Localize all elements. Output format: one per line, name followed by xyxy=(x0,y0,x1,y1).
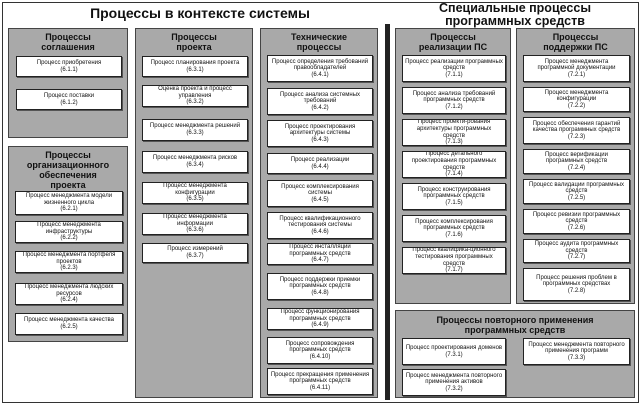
process-box xyxy=(402,87,506,114)
process-code: (6.1.1) xyxy=(60,66,78,73)
process-code: (6.4.5) xyxy=(311,196,329,203)
group-technical-title-line2: процессы xyxy=(296,42,342,52)
process-code: (7.2.3) xyxy=(567,133,586,140)
process-code: (6.4.4) xyxy=(311,163,329,170)
process-code: (7.1.3) xyxy=(445,139,463,146)
process-box xyxy=(16,56,122,77)
process-code: (7.3.2) xyxy=(445,385,463,392)
process-box xyxy=(267,308,373,330)
process-name: Процесс менеджмента рисков xyxy=(152,155,238,162)
process-code: (6.3.1) xyxy=(186,66,204,73)
group-reuse-title-line2: программных средств xyxy=(464,325,566,335)
process-name: Процесс обеспечения гарантий качества программных средств xyxy=(532,120,621,134)
group-reuse-title-line1: Процессы повторного применения xyxy=(436,315,594,325)
process-name: Процесс поставки xyxy=(43,92,95,99)
process-code: (7.2.4) xyxy=(567,164,586,171)
process-name: Процесс менеджмента инфраструктуры xyxy=(37,222,101,235)
process-name: Процесс менеджмента портфеля проектов xyxy=(22,252,116,265)
process-box xyxy=(142,182,248,204)
process-box xyxy=(523,179,630,204)
process-name: Процесс поддержки приемки программных средств xyxy=(279,276,361,290)
process-box xyxy=(402,247,506,274)
process-name: Процесс детального проектирования программных средств xyxy=(411,151,497,171)
process-name: Процесс менеджмента модели жизненного цикла xyxy=(25,193,113,206)
process-box xyxy=(402,119,506,146)
process-name: Процесс менеджмента решений xyxy=(149,123,241,130)
group-org-title-line3: обеспечения xyxy=(39,170,97,180)
process-box xyxy=(142,213,248,235)
group-support-title xyxy=(517,32,634,52)
process-code: (6.4.8) xyxy=(311,289,329,296)
process-code: (6.4.1) xyxy=(311,71,329,78)
process-code: (7.2.8) xyxy=(567,287,586,294)
process-code: (6.2.5) xyxy=(60,324,78,330)
group-org-title xyxy=(9,150,127,190)
process-box xyxy=(267,212,373,239)
process-box xyxy=(267,337,373,364)
process-box xyxy=(267,153,373,174)
process-name: Процесс менеджмента конфигурации xyxy=(544,89,609,103)
process-code: (6.3.2) xyxy=(186,99,204,106)
process-name: Процесс верификации программных средств xyxy=(544,151,609,165)
process-box xyxy=(15,191,123,215)
process-code: (7.2.7) xyxy=(567,254,586,261)
process-code: (7.1.6) xyxy=(445,231,463,238)
process-box xyxy=(402,338,506,365)
group-impl xyxy=(395,28,511,304)
process-code: (6.3.4) xyxy=(186,162,204,168)
process-code: (6.4.10) xyxy=(309,353,331,360)
process-name: Процесс менеджмента качества xyxy=(24,317,114,324)
process-box xyxy=(267,55,373,82)
process-box xyxy=(523,338,630,365)
process-box xyxy=(402,183,506,210)
process-box xyxy=(267,368,373,395)
process-name: Процесс реализации xyxy=(290,156,350,163)
group-technical xyxy=(260,28,378,398)
process-box xyxy=(267,88,373,115)
group-reuse-title xyxy=(396,315,634,335)
process-name: Процесс аудита программных средств xyxy=(534,241,619,254)
process-name: Процесс проектирования доменов xyxy=(405,344,503,351)
process-name: Процесс проектирования архитектуры системы xyxy=(284,123,356,137)
process-name: Процесс анализа требований программных средств xyxy=(412,90,496,104)
process-box xyxy=(402,215,506,242)
group-impl-title-line1: Процессы xyxy=(430,32,476,42)
process-code: (7.3.3) xyxy=(567,354,586,361)
process-code: (6.2.1) xyxy=(60,206,78,213)
process-box xyxy=(523,209,630,234)
process-box xyxy=(267,180,373,207)
process-name: Процесс менеджмента информации xyxy=(163,214,227,227)
process-code: (6.4.7) xyxy=(311,257,329,264)
process-code: (7.1.7) xyxy=(445,267,463,274)
process-code: (7.1.2) xyxy=(445,103,463,110)
group-org-title-line1: Процессы xyxy=(45,150,91,160)
process-name: Процесс конструирования программных средств xyxy=(417,186,491,200)
right-title xyxy=(392,2,638,28)
process-box xyxy=(15,251,123,273)
process-box xyxy=(142,85,248,107)
process-code: (6.3.7) xyxy=(186,253,204,259)
group-support xyxy=(516,28,635,304)
process-box xyxy=(267,120,373,147)
group-agreement xyxy=(8,28,128,138)
group-support-title-line2: поддержки ПС xyxy=(543,42,608,52)
process-code: (6.4.3) xyxy=(311,136,329,143)
process-code: (7.1.4) xyxy=(445,171,463,178)
process-box xyxy=(402,151,506,178)
process-code: (7.1.5) xyxy=(445,199,463,206)
section-divider xyxy=(385,24,390,400)
process-code: (6.1.2) xyxy=(60,99,78,106)
group-project xyxy=(135,28,253,398)
group-org-title-line4: проекта xyxy=(50,180,86,190)
process-name: Процесс решения проблем в программных средствах xyxy=(536,274,617,288)
group-technical-title xyxy=(261,32,377,52)
process-name: Процесс ревизии программных средств xyxy=(532,211,621,225)
process-code: (6.3.6) xyxy=(186,227,204,234)
process-name: Процесс прекращения применения программных средств xyxy=(270,371,370,385)
group-agreement-title-line2: соглашения xyxy=(41,42,95,52)
process-code: (7.2.1) xyxy=(567,71,586,78)
process-name: Процесс квалификационного тестирования системы xyxy=(279,215,361,229)
process-name: Процесс менеджмента конфигурации xyxy=(163,183,227,196)
process-box xyxy=(523,87,630,112)
process-box xyxy=(15,313,123,335)
process-name: Процесс менеджмента программной документации xyxy=(537,58,616,72)
process-code: (7.2.2) xyxy=(567,102,586,109)
group-agreement-title-line1: Процессы xyxy=(45,32,91,42)
process-box xyxy=(142,151,248,173)
right-title-line2: программных средств xyxy=(445,14,585,28)
process-name: Процесс квалифика-ционного тестирования программных средств xyxy=(412,247,496,267)
process-box xyxy=(142,243,248,263)
group-impl-title-line2: реализации ПС xyxy=(418,42,488,52)
group-project-title-line2: проекта xyxy=(176,42,212,52)
process-box xyxy=(267,243,373,265)
group-org-title-line2: организационного xyxy=(26,160,110,170)
right-title-line1: Специальные процессы xyxy=(439,1,591,15)
process-name: Процесс валидации программных средств xyxy=(529,181,624,195)
group-agreement-title xyxy=(9,32,127,52)
process-code: (7.3.1) xyxy=(445,351,463,358)
process-box xyxy=(523,239,630,263)
process-code: (7.1.1) xyxy=(445,71,463,78)
process-code: (6.4.11) xyxy=(309,384,331,391)
process-box xyxy=(523,149,630,174)
process-code: (6.4.2) xyxy=(311,104,329,111)
process-code: (6.2.2) xyxy=(60,235,78,242)
process-name: Процесс анализа системных требований xyxy=(279,91,361,105)
process-code: (6.3.5) xyxy=(186,196,204,203)
process-box xyxy=(523,117,630,144)
process-name: Процесс менеджмента людских ресурсов xyxy=(24,284,114,297)
process-name: Процесс менеджмента повторного применения активов xyxy=(405,372,503,386)
group-org xyxy=(8,146,128,342)
process-name: Процесс комплексирования программных средств xyxy=(415,218,493,232)
process-code: (6.2.3) xyxy=(60,265,78,272)
process-name: Процесс реализации программных средств xyxy=(405,58,503,72)
group-technical-title-line1: Технические xyxy=(290,32,348,42)
process-name: Процесс инсталляции программных средств xyxy=(289,244,351,257)
process-name: Процесс измерений xyxy=(167,246,223,253)
process-box xyxy=(15,283,123,305)
process-name: Процесс комплексирования системы xyxy=(281,183,359,197)
process-code: (6.2.4) xyxy=(60,297,78,304)
process-name: Процесс менеджмента повторного применения программ xyxy=(528,341,625,355)
process-box xyxy=(142,56,248,77)
process-name: Процесс проекти-рования архитектуры программных средств xyxy=(416,119,492,139)
group-support-title-line1: Процессы xyxy=(552,32,599,42)
group-project-title-line1: Процессы xyxy=(171,32,217,42)
group-impl-title xyxy=(396,32,510,52)
process-box xyxy=(267,273,373,300)
process-box xyxy=(402,55,506,82)
process-code: (7.2.5) xyxy=(567,194,586,201)
process-code: (6.3.3) xyxy=(186,130,204,136)
process-name: Процесс определения требований правообладателей xyxy=(271,58,369,72)
process-box xyxy=(402,369,506,396)
left-title: Процессы в контексте системы xyxy=(90,5,310,21)
process-box xyxy=(15,221,123,243)
group-reuse xyxy=(395,310,635,398)
group-project-title xyxy=(136,32,252,52)
process-box xyxy=(523,268,630,301)
process-name: Процесс планирования проекта xyxy=(150,59,240,66)
process-box xyxy=(16,89,122,110)
process-name: Процесс приобретения xyxy=(36,59,102,66)
process-name: Процесс функционирования программных средств xyxy=(280,309,360,322)
process-code: (6.4.9) xyxy=(311,322,329,329)
process-box xyxy=(142,119,248,141)
process-name: Процесс сопровождения программных средств xyxy=(285,340,355,354)
process-code: (6.4.6) xyxy=(311,228,329,235)
process-name: Оценка проекта и процесс управления xyxy=(158,86,232,99)
process-code: (7.2.6) xyxy=(567,224,586,231)
process-box xyxy=(523,55,630,82)
